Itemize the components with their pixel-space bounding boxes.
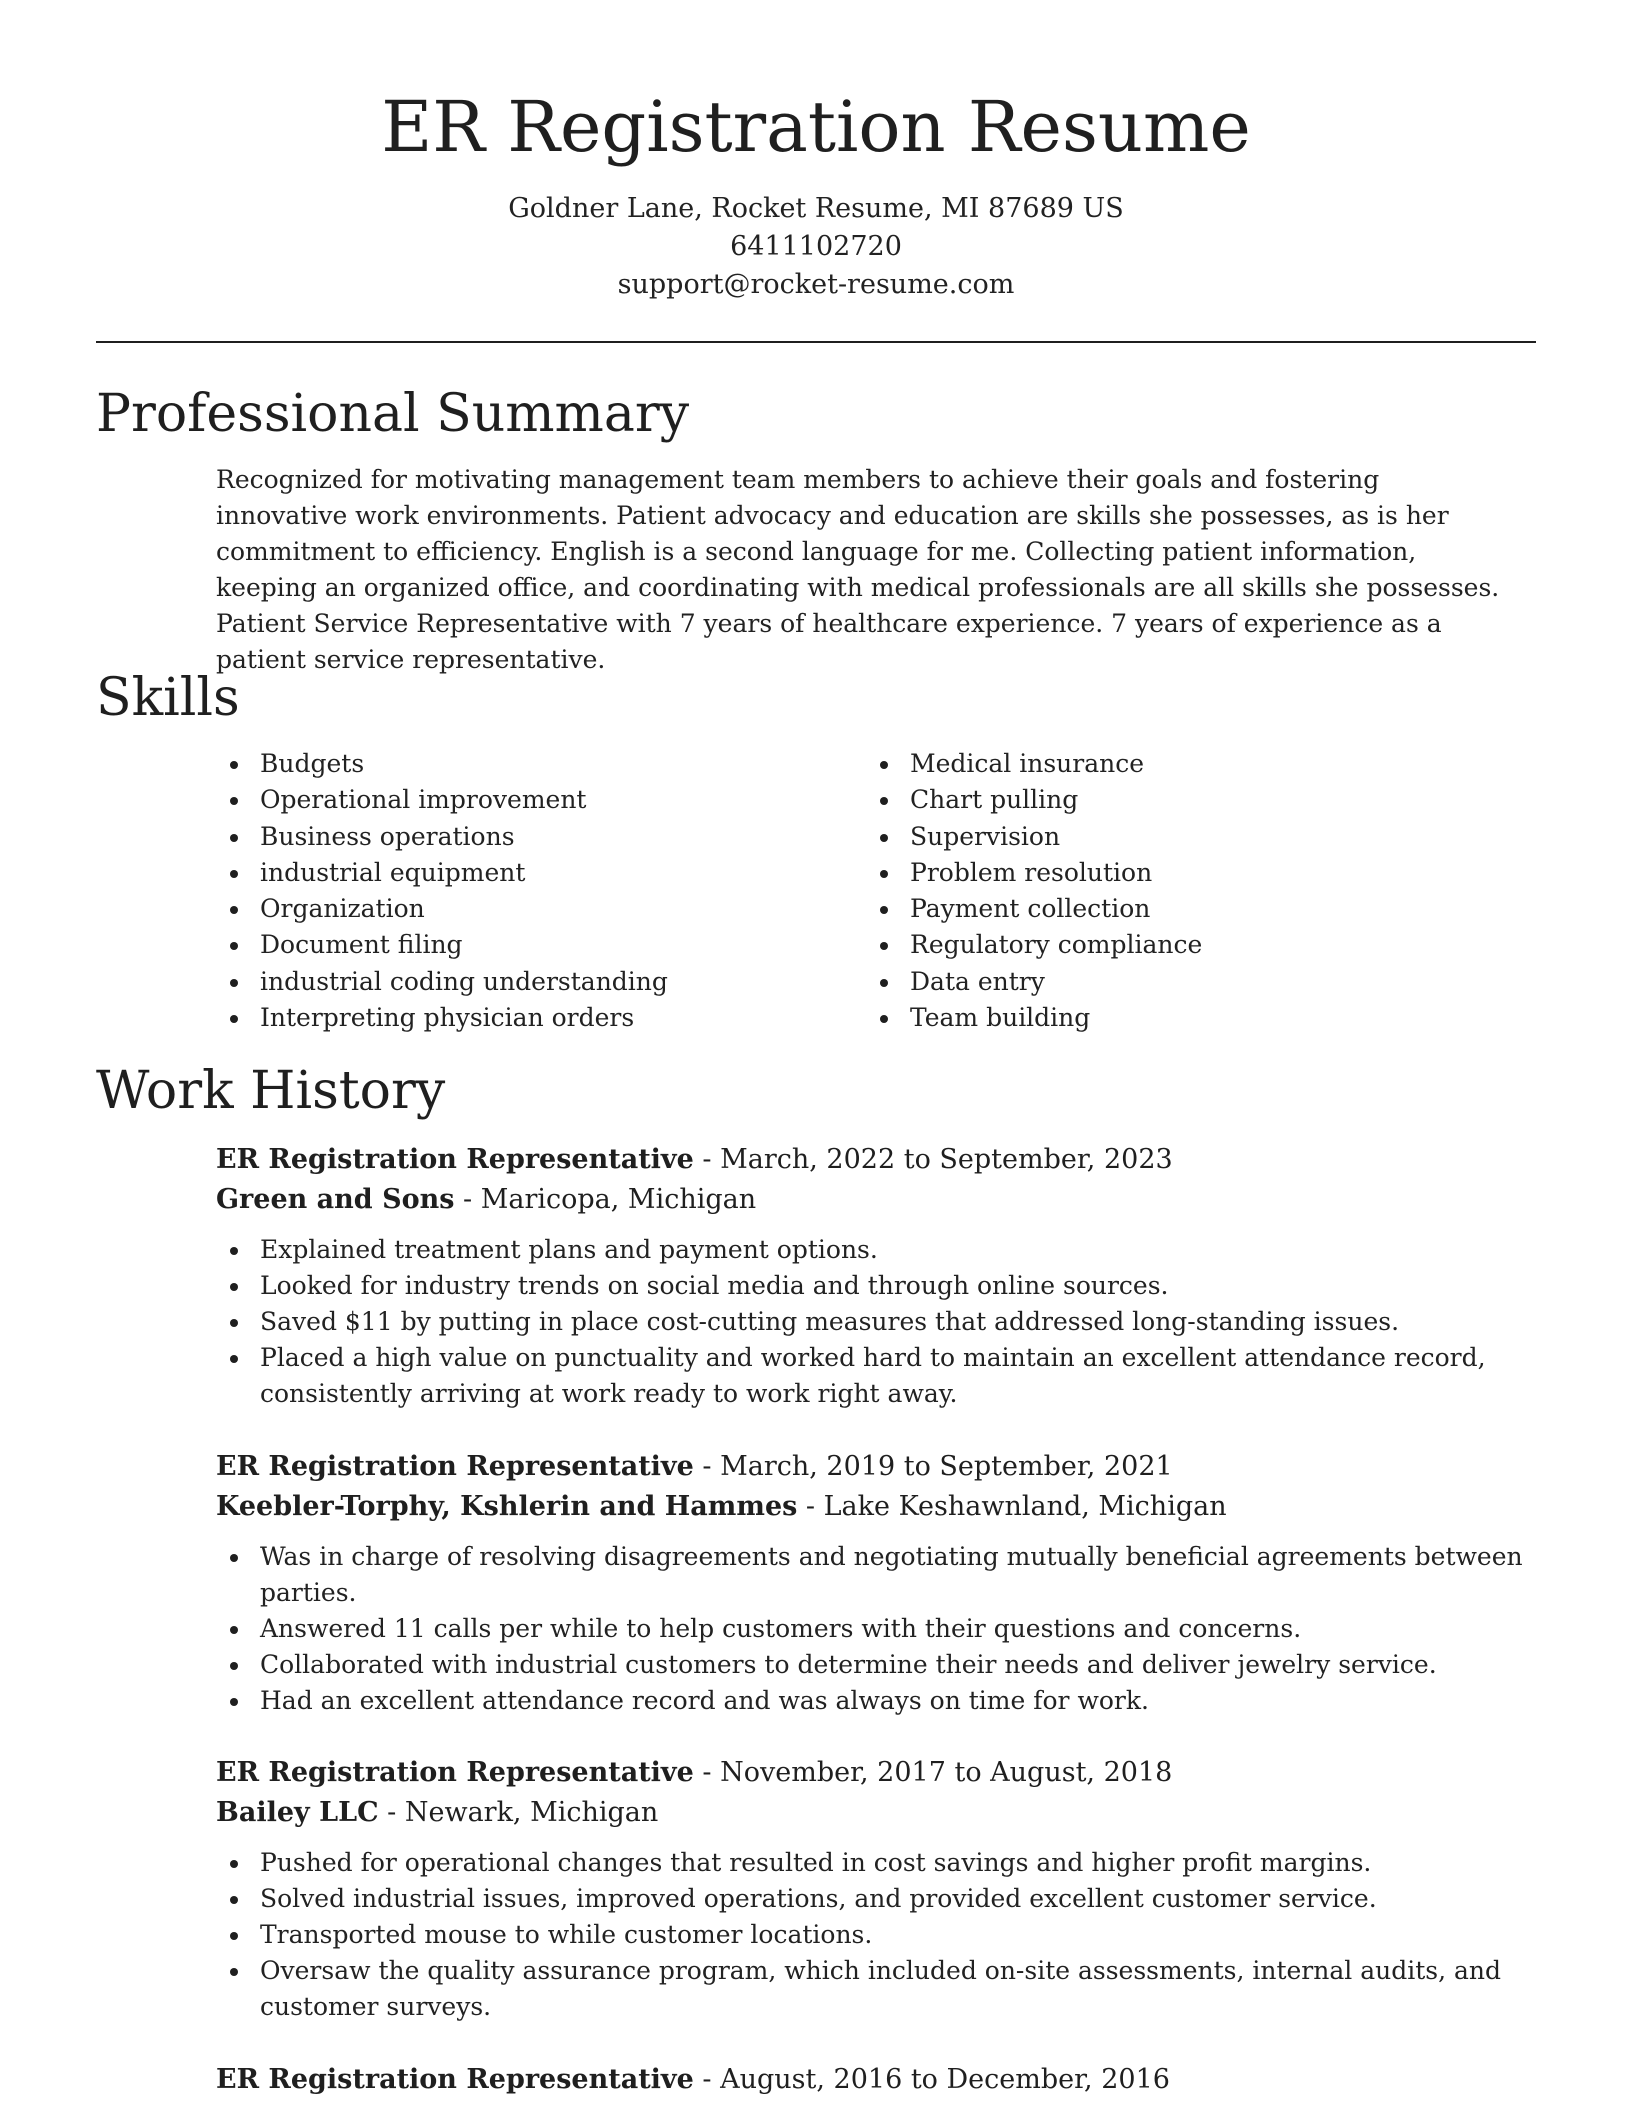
job-title-line <box>216 1140 1536 1180</box>
skill-item: Document filing <box>216 927 668 963</box>
job-location: - Lake Keshawnland, Michigan <box>797 1491 1227 1522</box>
job-title: ER Registration Representative <box>216 1757 694 1788</box>
email-line: support@rocket-resume.com <box>617 269 1015 300</box>
contact-block <box>0 190 1632 304</box>
job-entry <box>216 1753 1536 2025</box>
job-dates: - November, 2017 to August, 2018 <box>693 1757 1173 1788</box>
job-company-line <box>216 1180 1536 1220</box>
job-company: Green and Sons <box>216 1184 455 1215</box>
skill-item: Chart pulling <box>866 782 1202 818</box>
job-title: ER Registration Representative <box>216 1451 694 1482</box>
duty-item: Was in charge of resolving disagreements and negotiating mutually beneficial agreements between parties. <box>216 1539 1536 1611</box>
skill-item: Business operations <box>216 819 668 855</box>
duty-item: Collaborated with industrial customers to determine their needs and deliver jewelry service. <box>216 1647 1536 1683</box>
skill-item: Medical insurance <box>866 746 1202 782</box>
skill-item: industrial equipment <box>216 855 668 891</box>
summary-heading: Professional Summary <box>96 384 690 444</box>
skill-item: industrial coding understanding <box>216 964 668 1000</box>
duty-item: Solved industrial issues, improved operations, and provided excellent customer service. <box>216 1881 1536 1917</box>
job-entry <box>216 1447 1536 1719</box>
duty-item: Oversaw the quality assurance program, which included on-site assessments, internal audits, and customer surveys. <box>216 1953 1536 2025</box>
skills-heading: Skills <box>96 668 240 728</box>
job-entry <box>216 1140 1536 1412</box>
duty-item: Pushed for operational changes that resulted in cost savings and higher profit margins. <box>216 1845 1536 1881</box>
duty-item: Saved $11 by putting in place cost-cutting measures that addressed long-standing issues. <box>216 1304 1536 1340</box>
work-history-heading: Work History <box>96 1061 446 1121</box>
skill-item: Supervision <box>866 819 1202 855</box>
job-location: - Maricopa, Michigan <box>454 1184 757 1215</box>
phone-line: 6411102720 <box>730 231 902 262</box>
job-company: Bailey LLC <box>216 1797 379 1828</box>
job-title-line <box>216 1447 1536 1487</box>
duty-item: Transported mouse to while customer locations. <box>216 1917 1536 1953</box>
skills-list-left <box>216 746 668 1036</box>
skill-item: Interpreting physician orders <box>216 1000 668 1036</box>
duty-item: Answered 11 calls per while to help customers with their questions and concerns. <box>216 1611 1536 1647</box>
job-duties-list <box>216 1845 1536 2025</box>
job-company-line <box>216 1487 1536 1527</box>
job-duties-list <box>216 1232 1536 1412</box>
duty-item: Placed a high value on punctuality and worked hard to maintain an excellent attendance record, consistently arriving at work ready to work right away. <box>216 1340 1536 1412</box>
skill-item: Payment collection <box>866 891 1202 927</box>
skill-item: Data entry <box>866 964 1202 1000</box>
job-dates: - March, 2019 to September, 2021 <box>693 1451 1173 1482</box>
job-duties-list <box>216 1539 1536 1719</box>
address-line: Goldner Lane, Rocket Resume, MI 87689 US <box>508 193 1124 224</box>
skills-list-right <box>866 746 1202 1036</box>
skill-item: Organization <box>216 891 668 927</box>
duty-item: Explained treatment plans and payment options. <box>216 1232 1536 1268</box>
job-dates: - March, 2022 to September, 2023 <box>693 1144 1173 1175</box>
job-entry <box>216 2060 1536 2100</box>
skill-item: Operational improvement <box>216 782 668 818</box>
skill-item: Budgets <box>216 746 668 782</box>
skill-item: Problem resolution <box>866 855 1202 891</box>
job-dates: - August, 2016 to December, 2016 <box>693 2064 1170 2095</box>
job-title-line <box>216 2060 1536 2100</box>
skill-item: Regulatory compliance <box>866 927 1202 963</box>
job-title-line <box>216 1753 1536 1793</box>
job-company: Keebler-Torphy, Kshlerin and Hammes <box>216 1491 798 1522</box>
job-title: ER Registration Representative <box>216 1144 694 1175</box>
duty-item: Had an excellent attendance record and was always on time for work. <box>216 1683 1536 1719</box>
header-divider <box>96 341 1536 343</box>
job-title: ER Registration Representative <box>216 2064 694 2095</box>
resume-title: ER Registration Resume <box>381 86 1251 168</box>
skill-item: Team building <box>866 1000 1202 1036</box>
job-location: - Newark, Michigan <box>378 1797 659 1828</box>
duty-item: Looked for industry trends on social media and through online sources. <box>216 1268 1536 1304</box>
summary-text: Recognized for motivating management team members to achieve their goals and fostering innovative work environments. Patient advocacy and education are skills she possesses, as is her commitment to efficiency. English is a second language for me. Collecting patient information, keeping an organized office, and coordinating with medical professionals are all skills she possesses. Patient Service Representative with 7 years of healthcare experience. 7 years of experience as a patient service representative. <box>216 465 1500 674</box>
job-company-line <box>216 1793 1536 1833</box>
